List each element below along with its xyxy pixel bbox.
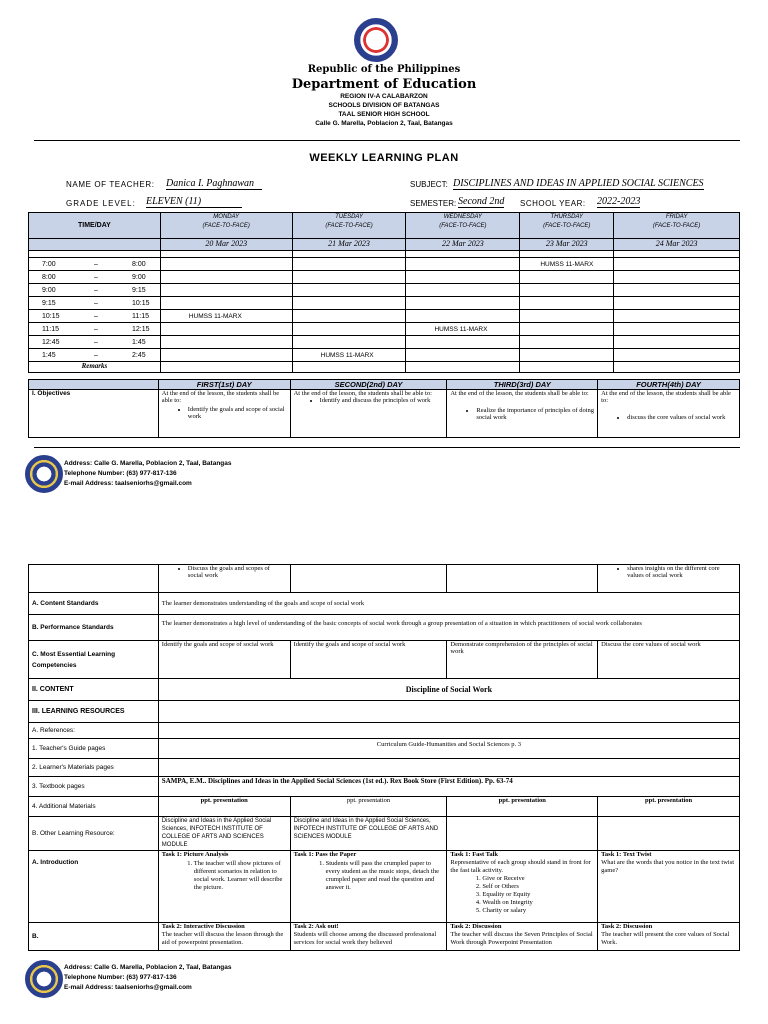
date-tuesday: 21 Mar 2023 [292,239,406,251]
footer-phone: Telephone Number: (63) 977-817-136 [64,470,177,477]
remarks-cell [160,362,292,373]
melc-day2: Identify the goals and scope of social work [290,641,447,679]
schedule-cell [406,271,520,284]
objective-item: • shares insights on the different core values of social work [627,565,736,579]
continued-label [29,565,159,593]
schedule-cell [520,271,614,284]
schedule-cell [160,349,292,362]
schedule-cell [614,323,740,336]
intro-option: 3. Equality or Equity [482,891,594,899]
schedule-row [29,297,740,310]
objectives-intro: At the end of the lesson, the students shall be able to: [450,390,589,397]
deped-seal [354,18,398,62]
time-start: 12:45 [42,338,60,346]
plan-header-blank [29,380,159,390]
learners-materials-value [158,759,739,777]
day-header-friday [614,213,740,239]
schedule-cell [160,336,292,349]
lesson-plan-table [28,564,740,951]
objectives-intro: At the end of the lesson, the students shall be able to: [161,390,280,404]
additional-materials-label: 4. Additional Materials [29,797,159,817]
references-label: A. References: [29,723,159,739]
b-task-text: The teacher will discuss the lesson through the aid of powerpoint presentation. [161,931,284,946]
objectives-label: I. Objectives [29,390,159,438]
schedule-cell [406,349,520,362]
b-day1 [158,923,290,951]
footer-address: Address: Calle G. Marella, Poblacion 2, Taal, Batangas [64,460,232,467]
schedule-cell [614,297,740,310]
additional-day4: ppt. presentation [598,797,740,817]
b-task-title: Task 2: Ask out! [293,923,339,930]
content-label: II. CONTENT [29,679,159,701]
melc-label: C. Most Essential Learning Competencies [29,641,159,679]
teachers-guide-label: 1. Teacher's Guide pages [29,739,159,759]
time-dash: – [94,312,98,320]
intro-day4 [598,851,740,923]
plan-header-day2: SECOND(2nd) DAY [290,380,447,390]
footer-phone: Telephone Number: (63) 977-817-136 [64,974,177,981]
schedule-cell: HUMSS 11-MARX [160,310,292,323]
objectives-day3 [447,390,598,438]
schedule-cell [520,323,614,336]
schedule-row [29,349,740,362]
time-cell [29,271,161,284]
time-dash: – [94,286,98,294]
learners-materials-label: 2. Learner's Materials pages [29,759,159,777]
time-start: 10:15 [42,312,60,320]
time-cell [29,323,161,336]
b-label: B. [29,923,159,951]
schedule-cell: HUMSS 11-MARX [520,258,614,271]
plan-header-day1: FIRST(1st) DAY [158,380,290,390]
melc-day1: Identify the goals and scope of social work [158,641,290,679]
remarks-cell [292,362,406,373]
school-year-label: SCHOOL YEAR: [520,199,586,208]
schedule-cell [614,258,740,271]
time-end: 1:45 [132,338,146,346]
day-mode: (FACE-TO-FACE) [543,223,591,229]
time-start: 1:45 [42,351,56,359]
time-start: 9:15 [42,299,56,307]
b-task-text: Students will choose among the discussed professional services for social work they believed [293,931,437,946]
melc-day4: Discuss the core values of social work [598,641,740,679]
continued-day3 [447,565,598,593]
time-dash: – [94,260,98,268]
schedule-cell [614,284,740,297]
gap-cell [29,251,161,258]
header-divider [34,140,740,141]
textbook-value: SAMPA, E.M.. Disciplines and Ideas in the Applied Social Sciences (1st ed.). Rex Book Store (First Edition). Pp. 63-74 [158,777,739,797]
subject-label: SUBJECT: [410,180,448,189]
gap-cell [292,251,406,258]
day-name: WEDNESDAY [443,214,482,220]
objectives-day2 [290,390,447,438]
time-start: 7:00 [42,260,56,268]
time-dash: – [94,338,98,346]
schedule-cell [406,310,520,323]
schedule-row [29,310,740,323]
schedule-cell [406,336,520,349]
schedule-row [29,323,740,336]
day-header-tuesday [292,213,406,239]
remarks-cell [520,362,614,373]
objectives-day1 [158,390,290,438]
school-seal [25,960,63,998]
other-day3 [447,817,598,851]
time-cell [29,349,161,362]
teacher-label: NAME OF TEACHER: [66,180,155,189]
other-day4 [598,817,740,851]
time-cell [29,310,161,323]
schedule-cell [160,258,292,271]
gap-cell [160,251,292,258]
school-seal [25,455,63,493]
schedule-row [29,284,740,297]
schedule-cell [292,310,406,323]
other-day2: Discipline and Ideas in the Applied Social Sciences, INFOTECH INSTITUTE OF COLLEGE OF ARTS AND SCIENCES MODULE [290,817,447,851]
continued-day4 [598,565,740,593]
objective-item: • Realize the importance of principles of doing social work [476,407,594,421]
schedule-cell [520,310,614,323]
content-standards: The learner demonstrates understanding of the goals and scope of social work [158,593,739,615]
schedule-cell [520,284,614,297]
plan-header-day3: THIRD(3rd) DAY [447,380,598,390]
continued-day1 [158,565,290,593]
subject-value: DISCIPLINES AND IDEAS IN APPLIED SOCIAL SCIENCES [453,178,704,189]
date-thursday: 23 Mar 2023 [520,239,614,251]
performance-standards: The learner demonstrates a high level of understanding of the basic concepts of social work through a group presentation of a situation in which practitioners of social work collaborates [158,615,739,641]
day-name: TUESDAY [335,214,363,220]
resources-label: III. LEARNING RESOURCES [29,701,159,723]
schedule-row [29,336,740,349]
b-task-title: Task 2: Discussion [450,923,502,930]
schedule-cell [520,297,614,310]
continued-day2 [290,565,447,593]
day-name: MONDAY [213,214,240,220]
time-cell [29,297,161,310]
intro-day1 [158,851,290,923]
schedule-cell [406,258,520,271]
objectives-intro: At the end of the lesson, the students shall be able to: [293,390,432,397]
plan-header-day4: FOURTH(4th) DAY [598,380,740,390]
melc-day3: Demonstrate comprehension of the principles of social work [447,641,598,679]
day-header-wednesday [406,213,520,239]
day-header-monday [160,213,292,239]
resources-value [158,701,739,723]
time-dash: – [94,273,98,281]
time-cell [29,336,161,349]
b-day2 [290,923,447,951]
date-monday: 20 Mar 2023 [160,239,292,251]
schedule-row [29,271,740,284]
intro-task-title: Task 1: Picture Analysis [161,851,229,858]
teachers-guide-value: Curriculum Guide-Humanities and Social Sciences p. 3 [158,739,739,759]
b-day3 [447,923,598,951]
intro-option: 2. Self or Others [482,883,594,891]
grade-value: ELEVEN (11) [146,196,242,208]
schedule-row [29,258,740,271]
time-end: 10:15 [132,299,150,307]
time-end: 12:15 [132,325,150,333]
day-mode: (FACE-TO-FACE) [652,223,701,229]
b-day4 [598,923,740,951]
header-region: REGION IV-A CALABARZON [340,93,428,100]
time-end: 2:45 [132,351,146,359]
school-year-value: 2022-2023 [597,196,641,207]
footer-divider [34,447,740,448]
date-wednesday: 22 Mar 2023 [406,239,520,251]
other-day1: Discipline and Ideas in the Applied Social Sciences, INFOTECH INSTITUTE OF COLLEGE OF ARTS AND SCIENCES MODULE [158,817,290,851]
header-division: SCHOOLS DIVISION OF BATANGAS [328,102,440,109]
intro-task-text: 1. Students will pass the crumpled paper to every student as the music stops, detach the crumpled paper and read the question and answer it. [326,860,444,892]
intro-option: 4. Wealth on Integrity [482,899,594,907]
header-republic: Republic of the Philippines [307,64,461,75]
remarks-label: Remarks [29,362,161,373]
grade-label: GRADE LEVEL: [66,199,136,208]
schedule-cell [614,349,740,362]
day-mode: (FACE-TO-FACE) [439,223,487,229]
footer-email: E-mail Address: taalseniorhs@gmail.com [64,480,192,487]
time-start: 11:15 [42,325,59,333]
intro-task-text: What are the words that you notice in the text twist game? [601,859,735,874]
day-name: FRIDAY [665,214,688,220]
schedule-cell [520,349,614,362]
teacher-value: Danica I. Paghnawan [166,178,262,190]
intro-task-title: Task 1: Text Twist [601,851,652,858]
schedule-cell [292,284,406,297]
time-start: 8:00 [42,273,56,281]
schedule-cell [614,336,740,349]
other-resources-label: B. Other Learning Resource: [29,817,159,851]
footer-email: E-mail Address: taalseniorhs@gmail.com [64,984,192,991]
intro-option: 5. Charity or salary [482,907,594,915]
objectives-day4 [598,390,740,438]
b-task-title: Task 2: Interactive Discussion [161,923,245,930]
remarks-cell [406,362,520,373]
header-school: TAAL SENIOR HIGH SCHOOL [338,111,430,118]
schedule-cell: HUMSS 11-MARX [292,349,406,362]
objective-item: • discuss the core values of social work [627,414,736,421]
time-end: 9:15 [132,286,146,294]
additional-day1: ppt. presentation [158,797,290,817]
time-cell [29,258,161,271]
semester-value: Second 2nd [458,196,505,207]
schedule-cell [160,271,292,284]
schedule-cell [292,271,406,284]
objectives-intro: At the end of the lesson, the students shall be able to: [601,390,731,404]
header-address: Calle G. Marella, Poblacion 2, Taal, Batangas [315,120,453,127]
time-cell [29,284,161,297]
intro-task-text: 1. The teacher will show pictures of different scenarios in relation to social work. Learner will describe the picture. [194,860,287,892]
date-friday: 24 Mar 2023 [614,239,740,251]
day-mode: (FACE-TO-FACE) [202,223,250,229]
schedule-cell: HUMSS 11-MARX [406,323,520,336]
content-value: Discipline of Social Work [158,679,739,701]
schedule-cell [292,258,406,271]
objective-item: • Discuss the goals and scopes of social work [188,565,287,579]
time-start: 9:00 [42,286,56,294]
footer-address: Address: Calle G. Marella, Poblacion 2, Taal, Batangas [64,964,232,971]
header-department: Department of Education [291,77,477,92]
schedule-cell [292,336,406,349]
schedule-cell [292,297,406,310]
textbook-label: 3. Textbook pages [29,777,159,797]
schedule-cell [160,297,292,310]
semester-label: SEMESTER: [410,199,457,208]
time-dash: – [94,325,98,333]
gap-cell [406,251,520,258]
gap-cell [520,251,614,258]
schedule-cell [406,284,520,297]
schedule-cell [160,323,292,336]
additional-day3: ppt. presentation [447,797,598,817]
intro-task-title: Task 1: Fast Talk [450,851,499,858]
schedule-cell [160,284,292,297]
schedule-cell [292,323,406,336]
additional-day2: ppt. presentation [290,797,447,817]
content-standards-label: A. Content Standards [29,593,159,615]
objective-item: • Identify the goals and scope of social work [188,406,287,420]
intro-task-text: Representative of each group should stand in front for the fast talk activity. [450,859,591,874]
introduction-label: A. Introduction [29,851,159,923]
gap-cell [614,251,740,258]
b-task-text: The teacher will present the core values of Social Work. [601,931,730,946]
references-value [158,723,739,739]
intro-task-title: Task 1: Pass the Paper [293,851,357,858]
day-mode: (FACE-TO-FACE) [325,223,373,229]
performance-standards-label: B. Performance Standards [29,615,159,641]
schedule-cell [520,336,614,349]
time-dash: – [94,351,98,359]
footer-divider-2 [34,950,740,951]
intro-day2 [290,851,447,923]
time-end: 8:00 [132,260,146,268]
objectives-table [28,379,740,438]
schedule-table [28,212,740,373]
day-name: THURSDAY [550,214,584,220]
intro-option: 1. Give or Receive [482,875,594,883]
intro-day3 [447,851,598,923]
schedule-cell [614,271,740,284]
day-header-thursday [520,213,614,239]
b-task-text: The teacher will discuss the Seven Principles of Social Work through Powerpoint Presentation [450,931,593,946]
timeday-header: TIME/DAY [29,213,161,239]
time-end: 11:15 [132,312,149,320]
objective-item: • Identify and discuss the principles of work [320,397,444,404]
b-task-title: Task 2: Discussion [601,923,653,930]
time-end: 9:00 [132,273,146,281]
schedule-cell [614,310,740,323]
remarks-cell [614,362,740,373]
time-dash: – [94,299,98,307]
page-title: WEEKLY LEARNING PLAN [309,152,459,164]
schedule-cell [406,297,520,310]
date-spacer [29,239,161,251]
